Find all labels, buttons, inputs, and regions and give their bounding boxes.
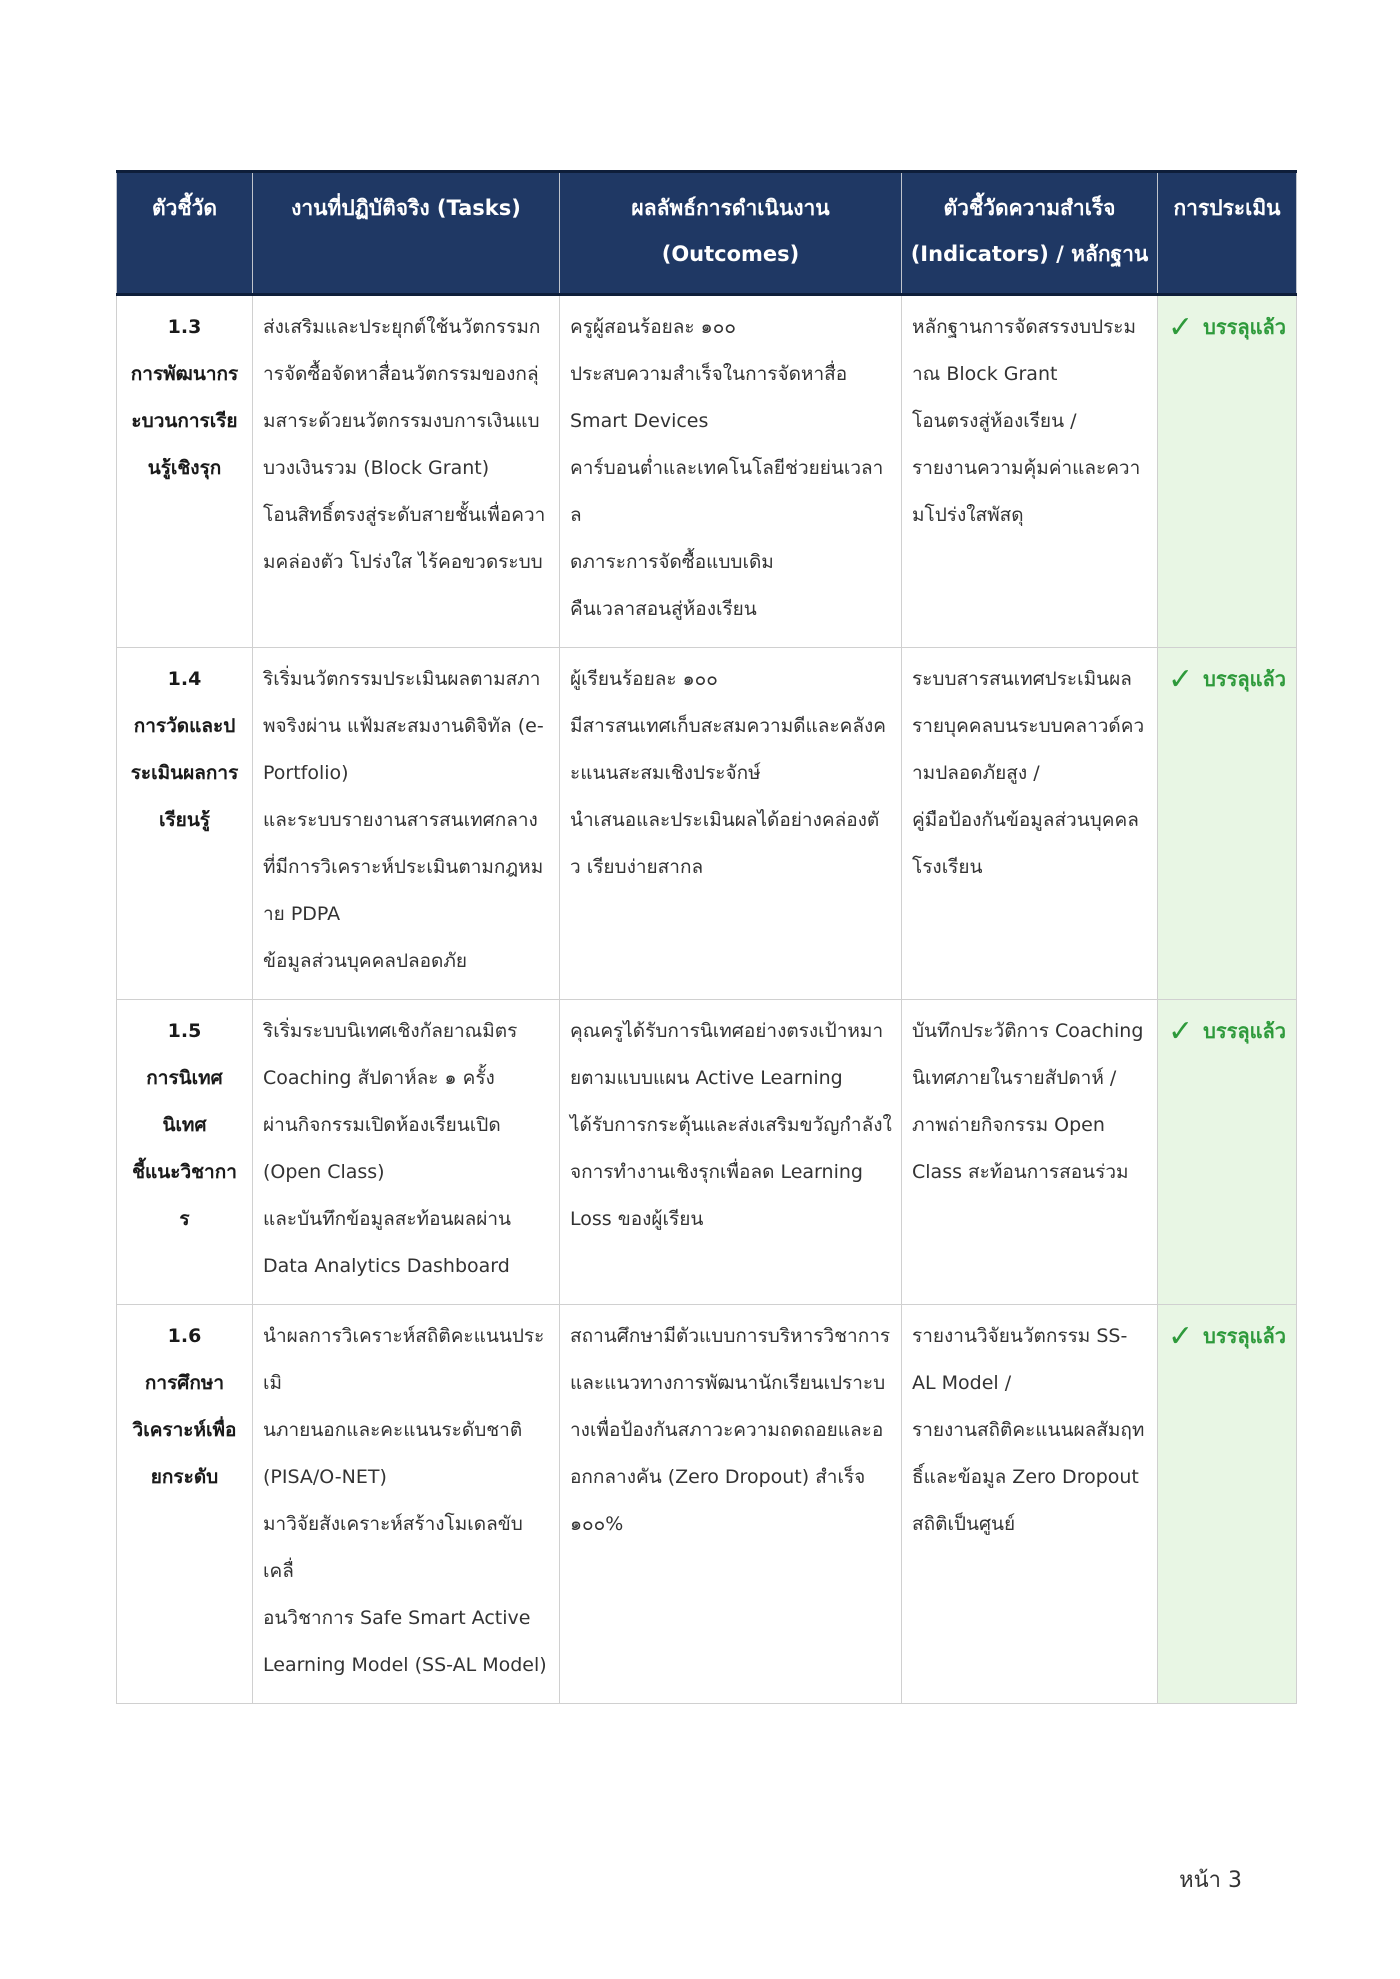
check-icon: ✓	[1168, 1013, 1194, 1049]
status-badge	[1168, 1008, 1286, 1055]
evidence-cell	[902, 648, 1158, 1000]
task-line: มาวิจัยสังเคราะห์สร้างโมเดลขับเคลื่	[263, 1513, 523, 1582]
outcome-line: ยตามแบบแผน Active Learning	[570, 1067, 843, 1089]
indicator-code: 1.4	[167, 668, 202, 690]
indicator-name-line: การศึกษา	[144, 1372, 225, 1394]
indicator-name-line: นิเทศ	[162, 1114, 207, 1136]
tasks-cell	[253, 648, 560, 1000]
evidence-cell	[902, 1305, 1158, 1704]
indicator-name-line: การพัฒนากร	[130, 363, 239, 385]
page-number: หน้า 3	[1179, 1868, 1242, 1893]
task-line: ผ่านกิจกรรมเปิดห้องเรียนเปิด	[263, 1114, 501, 1136]
task-line: อนวิชาการ Safe Smart Active	[263, 1607, 531, 1629]
status-label: บรรลุแล้ว	[1203, 1019, 1286, 1043]
outcome-line: อกกลางคัน (Zero Dropout) สำเร็จ	[570, 1466, 866, 1488]
outcome-line: จการทำงานเชิงรุกเพื่อลด Learning	[570, 1161, 863, 1183]
indicator-code: 1.3	[167, 316, 202, 338]
table-row	[117, 648, 1297, 1000]
indicator-name-line: การนิเทศ	[146, 1067, 223, 1089]
indicator-name-line: เรียนรู้	[158, 809, 211, 831]
task-line: ริเริ่มระบบนิเทศเชิงกัลยาณมิตร	[263, 1020, 518, 1042]
evidence-cell	[902, 1000, 1158, 1305]
outcome-line: Smart Devices	[570, 410, 709, 432]
evidence-line: ามปลอดภัยสูง /	[912, 762, 1040, 784]
header-tasks: งานที่ปฏิบัติจริง (Tasks)	[253, 172, 560, 295]
outcome-line: และแนวทางการพัฒนานักเรียนเปราะบ	[570, 1372, 886, 1394]
task-line: Coaching สัปดาห์ละ ๑ ครั้ง	[263, 1067, 495, 1089]
outcomes-cell	[560, 295, 902, 648]
evidence-line: หลักฐานการจัดสรรงบประม	[912, 316, 1137, 338]
tasks-cell	[253, 1305, 560, 1704]
outcome-line: างเพื่อป้องกันสภาวะความถดถอยและอ	[570, 1419, 884, 1441]
evidence-line: รายงานความคุ้มค่าและควา	[912, 457, 1141, 479]
evidence-line: บันทึกประวัติการ Coaching	[912, 1020, 1144, 1042]
task-line: นภายนอกและคะแนนระดับชาติ	[263, 1419, 523, 1441]
kpi-table	[116, 170, 1297, 1704]
outcome-line: ได้รับการกระตุ้นและส่งเสริมขวัญกำลังใ	[570, 1114, 892, 1136]
task-line: โอนสิทธิ์ตรงสู่ระดับสายชั้นเพื่อควา	[263, 504, 546, 526]
task-line: และระบบรายงานสารสนเทศกลาง	[263, 809, 538, 831]
indicator-name-line: ยกระดับ	[150, 1466, 219, 1488]
evidence-line: โอนตรงสู่ห้องเรียน /	[912, 410, 1077, 432]
task-line: าย PDPA	[263, 903, 341, 925]
indicator-cell	[117, 295, 253, 648]
task-line: พจริงผ่าน แฟ้มสะสมงานดิจิทัล (e-	[263, 715, 544, 737]
evidence-cell	[902, 295, 1158, 648]
status-label: บรรลุแล้ว	[1203, 315, 1286, 339]
check-icon: ✓	[1168, 309, 1194, 345]
evidence-line: นิเทศภายในรายสัปดาห์ /	[912, 1067, 1117, 1089]
outcome-line: คาร์บอนต่ำและเทคโนโลยีช่วยย่นเวลาล	[570, 457, 884, 526]
tasks-cell	[253, 1000, 560, 1305]
outcomes-cell	[560, 1000, 902, 1305]
outcome-line: คืนเวลาสอนสู่ห้องเรียน	[570, 598, 757, 620]
header-evaluation: การประเมิน	[1158, 172, 1297, 295]
outcome-line: ดภาระการจัดซื้อแบบเดิม	[570, 551, 774, 573]
outcome-line: ะแนนสะสมเชิงประจักษ์	[570, 762, 761, 784]
indicator-name-line: ะบวนการเรีย	[131, 410, 238, 432]
table-row	[117, 1305, 1297, 1704]
outcome-line: นำเสนอและประเมินผลได้อย่างคล่องตั	[570, 809, 880, 831]
header-outcomes: ผลลัพธ์การดำเนินงาน (Outcomes)	[560, 172, 902, 295]
indicator-name-line: ร	[179, 1208, 190, 1230]
task-line: Learning Model (SS-AL Model)	[263, 1654, 547, 1676]
task-line: (PISA/O-NET)	[263, 1466, 387, 1488]
outcomes-cell	[560, 648, 902, 1000]
task-line: มสาระด้วยนวัตกรรมงบการเงินแบ	[263, 410, 540, 432]
outcome-line: ประสบความสำเร็จในการจัดหาสื่อ	[570, 363, 848, 385]
evidence-line: าณ Block Grant	[912, 363, 1058, 385]
indicator-cell	[117, 648, 253, 1000]
outcome-line: ว เรียบง่ายสากล	[570, 856, 704, 878]
evidence-line: โรงเรียน	[912, 856, 983, 878]
task-line: ส่งเสริมและประยุกต์ใช้นวัตกรรมก	[263, 316, 541, 338]
task-line: ารจัดซื้อจัดหาสื่อนวัตกรรมของกลุ่	[263, 363, 539, 385]
evaluation-cell	[1158, 648, 1297, 1000]
evidence-line: รายงานวิจัยนวัตกรรม SS-	[912, 1325, 1128, 1347]
header-indicators-evidence: ตัวชี้วัดความสำเร็จ (Indicators) / หลักฐาน	[902, 172, 1158, 295]
evidence-line: มโปร่งใสพัสดุ	[912, 504, 1024, 526]
outcome-line: สถานศึกษามีตัวแบบการบริหารวิชาการ	[570, 1325, 891, 1347]
task-line: และบันทึกข้อมูลสะท้อนผลผ่าน	[263, 1208, 512, 1230]
indicator-cell	[117, 1305, 253, 1704]
evidence-line: สถิติเป็นศูนย์	[912, 1513, 1016, 1535]
outcome-line: ผู้เรียนร้อยละ ๑๐๐	[570, 668, 718, 690]
check-icon: ✓	[1168, 661, 1194, 697]
indicator-cell	[117, 1000, 253, 1305]
evaluation-cell	[1158, 1305, 1297, 1704]
evidence-line: รายงานสถิติคะแนนผลสัมฤท	[912, 1419, 1145, 1441]
evidence-line: ภาพถ่ายกิจกรรม Open	[912, 1114, 1105, 1136]
indicator-name-line: ระเมินผลการ	[130, 762, 239, 784]
check-icon: ✓	[1168, 1318, 1194, 1354]
status-label: บรรลุแล้ว	[1203, 1324, 1286, 1348]
task-line: นำผลการวิเคราะห์สถิติคะแนนประเมิ	[263, 1325, 545, 1394]
evaluation-cell	[1158, 1000, 1297, 1305]
task-line: Portfolio)	[263, 762, 349, 784]
outcomes-cell	[560, 1305, 902, 1704]
outcome-line: ครูผู้สอนร้อยละ ๑๐๐	[570, 316, 736, 338]
indicator-name-line: การวัดและป	[133, 715, 236, 737]
task-line: (Open Class)	[263, 1161, 385, 1183]
indicator-code: 1.5	[167, 1020, 202, 1042]
evidence-line: Class สะท้อนการสอนร่วม	[912, 1161, 1129, 1183]
outcome-line: คุณครูได้รับการนิเทศอย่างตรงเป้าหมา	[570, 1020, 884, 1042]
indicator-name-line: ชี้แนะวิชากา	[132, 1161, 237, 1183]
evidence-line: คู่มือป้องกันข้อมูลส่วนบุคคล	[912, 809, 1139, 831]
evidence-line: ธิ์และข้อมูล Zero Dropout	[912, 1466, 1139, 1488]
table-header-row	[117, 172, 1297, 295]
evidence-line: รายบุคคลบนระบบคลาวด์คว	[912, 715, 1145, 737]
task-line: ข้อมูลส่วนบุคคลปลอดภัย	[263, 950, 468, 972]
indicator-name-line: วิเคราะห์เพื่อ	[132, 1419, 237, 1441]
table-row	[117, 1000, 1297, 1305]
outcome-line: ๑๐๐%	[570, 1513, 624, 1535]
table-body	[117, 295, 1297, 1704]
task-line: บวงเงินรวม (Block Grant)	[263, 457, 490, 479]
header-indicator: ตัวชี้วัด	[117, 172, 253, 295]
task-line: ริเริ่มนวัตกรรมประเมินผลตามสภา	[263, 668, 541, 690]
outcome-line: มีสารสนเทศเก็บสะสมความดีและคลังค	[570, 715, 886, 737]
evaluation-cell	[1158, 295, 1297, 648]
task-line: มคล่องตัว โปร่งใส ไร้คอขวดระบบ	[263, 551, 543, 573]
status-label: บรรลุแล้ว	[1203, 667, 1286, 691]
task-line: Data Analytics Dashboard	[263, 1255, 510, 1277]
indicator-code: 1.6	[167, 1325, 202, 1347]
status-badge	[1168, 304, 1286, 351]
evidence-line: ระบบสารสนเทศประเมินผล	[912, 668, 1132, 690]
outcome-line: Loss ของผู้เรียน	[570, 1208, 704, 1230]
status-badge	[1168, 656, 1286, 703]
tasks-cell	[253, 295, 560, 648]
status-badge	[1168, 1313, 1286, 1360]
table-row	[117, 295, 1297, 648]
indicator-name-line: นรู้เชิงรุก	[147, 457, 222, 479]
evidence-line: AL Model /	[912, 1372, 1012, 1394]
task-line: ที่มีการวิเคราะห์ประเมินตามกฎหม	[263, 856, 544, 878]
